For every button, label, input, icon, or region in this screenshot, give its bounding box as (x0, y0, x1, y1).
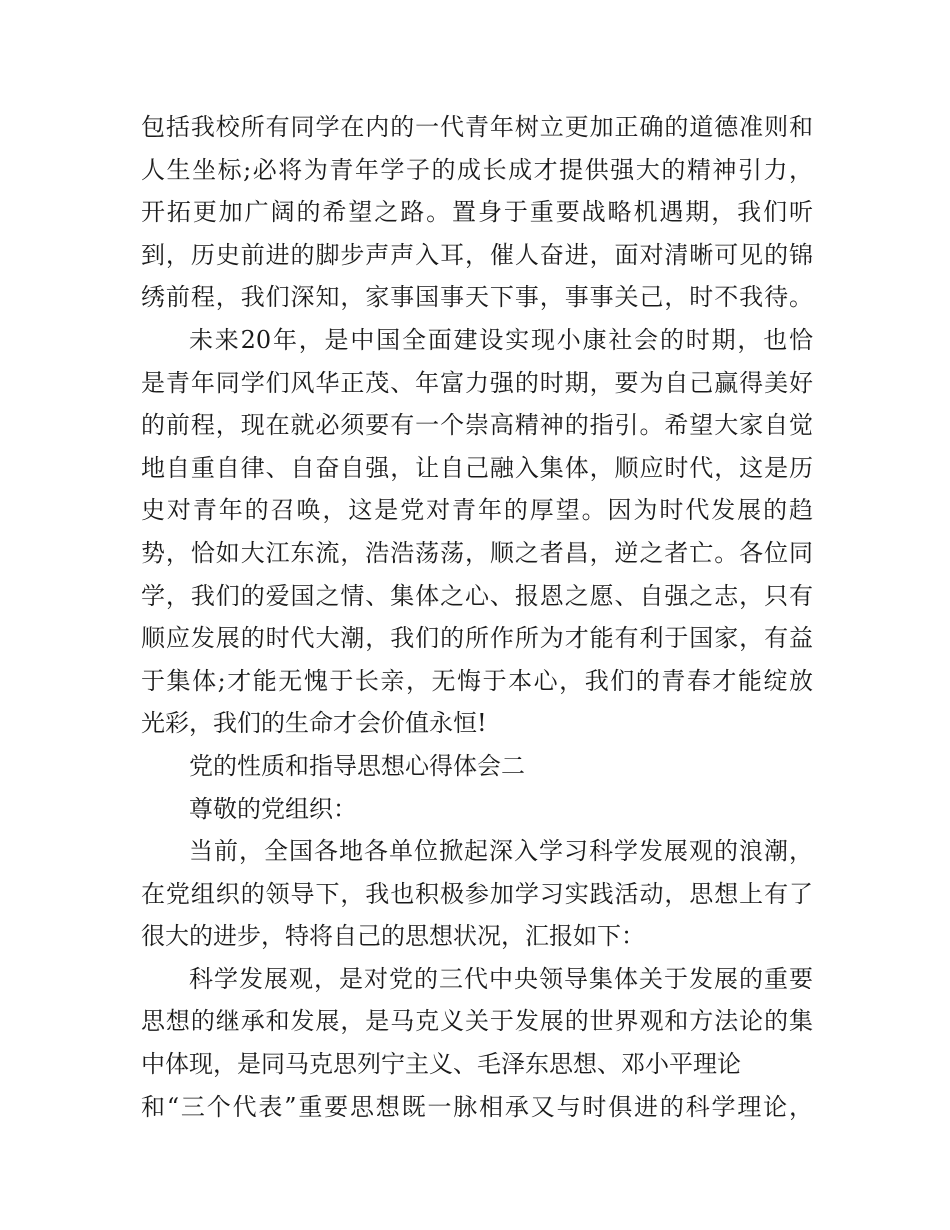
text-line: 当前，全国各地各单位掀起深入学习科学发展观的浪潮， (189, 837, 813, 866)
text-line: 尊敬的党组织： (189, 794, 357, 823)
text-line: 史对青年的召唤，这是党对青年的厚望。因为时代发展的趋 (141, 496, 813, 525)
text-line: 科学发展观，是对党的三代中央领导集体关于发展的重要 (189, 964, 813, 993)
text-line: 势，恰如大江东流，浩浩荡荡，顺之者昌，逆之者亡。各位同 (141, 538, 813, 567)
text-line: 地自重自律、自奋自强，让自己融入集体，顺应时代，这是历 (141, 453, 813, 482)
text-line: 在党组织的领导下，我也积极参加学习实践活动，思想上有了 (141, 879, 813, 908)
text-line: 绣前程，我们深知，家事国事天下事，事事关己，时不我待。 (141, 283, 813, 312)
text-line: 学，我们的爱国之情、集体之心、报恩之愿、自强之志，只有 (141, 581, 813, 610)
text-line: 思想的继承和发展，是马克义关于发展的世界观和方法论的集 (141, 1007, 813, 1036)
text-line: 光彩，我们的生命才会价值永恒! (141, 709, 487, 738)
text-line: 到，历史前进的脚步声声入耳，催人奋进，面对清晰可见的锦 (141, 240, 813, 269)
text-line: 开拓更加广阔的希望之路。置身于重要战略机遇期，我们听 (141, 198, 813, 227)
text-line: 中体现，是同马克思列宁主义、毛泽东思想、邓小平理论 (141, 1050, 741, 1079)
text-line: 很大的进步，特将自己的思想状况，汇报如下： (141, 922, 645, 951)
text-line: 于集体;才能无愧于长亲，无悔于本心，我们的青春才能绽放 (141, 666, 813, 695)
text-line: 包括我校所有同学在内的一代青年树立更加正确的道德准则和 (141, 113, 813, 141)
text-line: 未来20年，是中国全面建设实现小康社会的时期，也恰 (189, 325, 813, 354)
text-line: 和“三个代表”重要思想既一脉相承又与时俱进的科学理论， (141, 1092, 813, 1121)
document-body (141, 106, 813, 1128)
text-line: 的前程，现在就必须要有一个崇高精神的指引。希望大家自觉 (141, 411, 813, 440)
text-line: 党的性质和指导思想心得体会二 (189, 751, 525, 780)
text-line: 顺应发展的时代大潮，我们的所作所为才能有利于国家，有益 (141, 624, 813, 653)
text-line: 人生坐标;必将为青年学子的成长成才提供强大的精神引力， (141, 155, 813, 184)
text-line: 是青年同学们风华正茂、年富力强的时期，要为自己赢得美好 (141, 368, 813, 397)
